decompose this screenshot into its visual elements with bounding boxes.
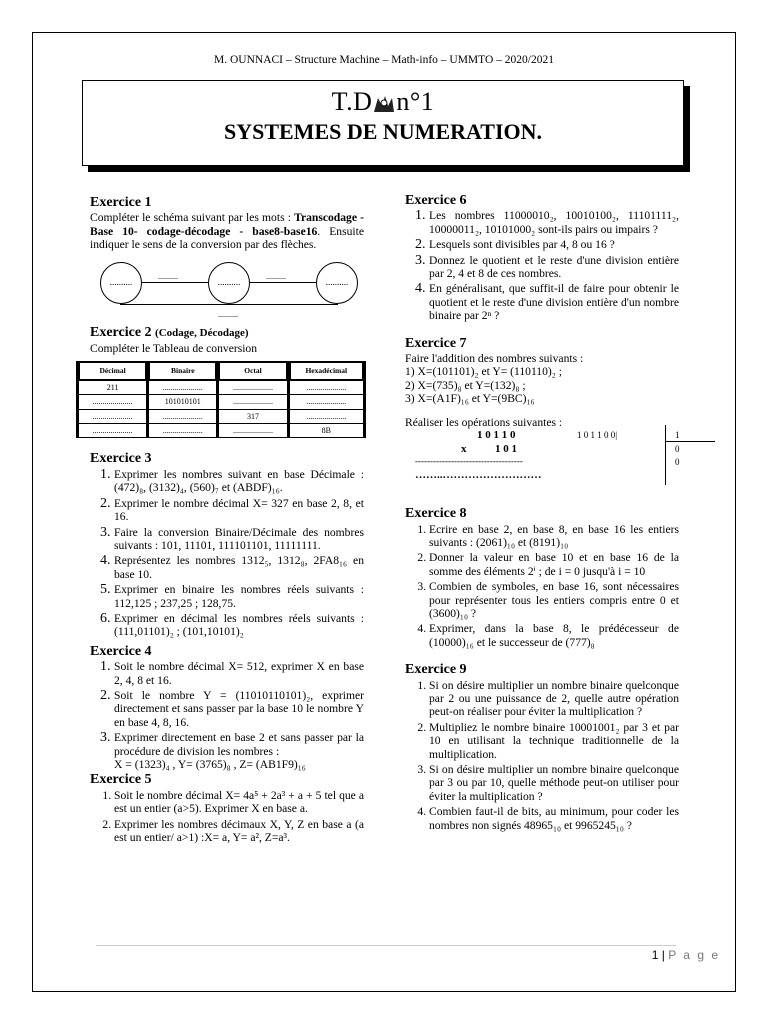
list-item: 3. Exprimer directement en base 2 et sans passer par la procédure de division les nombres : X = (1323)₄ , Y= (3765)₈ , Z= (AB1F9)₁₆ [114, 731, 364, 771]
ex4-list [90, 660, 364, 771]
div-horizontal-line [665, 441, 715, 442]
list-item: 4. Exprimer, dans la base 8, le prédécesseur de (10000)₁₆ et le successeur de (777)₈ [429, 622, 679, 649]
list-item: 2. Exprimer les nombres décimaux X, Y, Z en base a (a est un entier/ a>1) :X= a, Y= a², Z=a³. [114, 818, 364, 845]
header-octal: Octal [219, 362, 286, 379]
table-cell: .................... [219, 395, 286, 408]
table-cell: .................... [149, 410, 216, 423]
ex6-title: Exercice 6 [405, 193, 467, 208]
table-cell: .................... [219, 424, 286, 437]
operations-block [405, 429, 679, 493]
mult-operand-b: 1 0 1 [495, 443, 517, 456]
title-number: n°1 [396, 87, 435, 116]
list-item: 3. Si on désire multiplier un nombre binaire quelconque par 3 ou par 10, quelle méthode peut-on utiliser pour éviter la multiplication ? [429, 763, 679, 803]
list-item: 2. Soit le nombre Y = (11010110101)₂, exprimer directement et sans passer par la base 10 le nombre Y en base 4, 8, 16. [114, 689, 364, 729]
ex7-intro: Faire l'addition des nombres suivants : [405, 352, 584, 366]
ex2-text: Compléter le Tableau de conversion [90, 342, 258, 356]
ex3-list [90, 468, 364, 639]
header-decimal: Décimal [79, 362, 146, 379]
list-item: 4. Représentez les nombres 1312₅, 1312₈, 2FA8₁₆ en base 10. [114, 554, 364, 581]
ex1-text: Compléter le schéma suivant par les mots : Transcodage -Base 10- codage-décodage - base8-base16. Ensuite indiquer le sens de la conversion par des flèches. [90, 211, 364, 252]
div-divisor: 1 0 0 [675, 430, 680, 467]
page-label: P a g e [668, 948, 720, 962]
diagram-label-1: .......... [158, 271, 178, 281]
title-line1 [83, 87, 683, 117]
title-line2: SYSTEMES DE NUMERATION. [223, 119, 543, 144]
header-binary: Binaire [149, 362, 216, 379]
page-header: M. OUNNACI – Structure Machine – Math-info – UMMTO – 2020/2021 [214, 54, 554, 66]
page-number: 1 [651, 948, 659, 962]
footer-rule [96, 945, 676, 946]
list-item: 1. Ecrire en base 2, en base 8, en base 16 les entiers suivants : (2061)₁₀ et (8191)₁₀ [429, 523, 679, 550]
ex5-title: Exercice 5 [90, 772, 152, 788]
mult-rule: ------------------------------------ [415, 456, 523, 467]
ex4-title: Exercice 4 [90, 643, 152, 659]
diagram-circle-3: .......... [316, 262, 358, 304]
table-cell: .................... [149, 381, 216, 394]
list-item: 1. Les nombres 11000010₂, 10010100₂, 11101111₂, 10000011₂, 10101000₂ sont-ils pairs ou impairs ? [429, 209, 679, 236]
diagram-line-bottom [120, 304, 338, 305]
table-cell: .................... [219, 381, 286, 394]
list-item: 3. Combien de symboles, en base 16, sont nécessaires pour représenter tous les entiers compris entre 0 et (3600)₁₀ ? [429, 580, 679, 620]
div-dividend: 1 0 1 1 0 0| [577, 430, 618, 441]
list-item: 2. Donner la valeur en base 10 et en base 16 de la somme des éléments 2ⁱ ; de i = 0 jusqu'à i = 10 [429, 551, 679, 578]
conversion-diagram [90, 258, 364, 320]
list-item: 5. Exprimer en binaire les nombres réels suivants : 112,125 ; 237,25 ; 128,75. [114, 583, 364, 610]
ex5-list [90, 789, 364, 845]
table-cell: 8B [290, 424, 363, 437]
list-item: 2. Exprimer le nombre décimal X= 327 en base 2, 8, et 16. [114, 497, 364, 524]
ex9-list [405, 679, 679, 832]
right-column [405, 194, 679, 834]
table-cell: .................... [79, 410, 146, 423]
table-header [79, 362, 363, 379]
table-cell: 211 [79, 381, 146, 394]
ex7-title: Exercice 7 [405, 335, 467, 351]
list-item: 2. Multipliez le nombre binaire 10001001₂ par 3 et par 10 en utilisant la technique traditionnelle de la multiplication. [429, 721, 679, 761]
left-column [90, 196, 364, 846]
ex8-list [405, 523, 679, 650]
list-item: 1. Exprimer les nombres suivant en base Décimale :(472)₈, (3132)₄, (560)₇ et (ABDF)₁₆. [114, 468, 364, 495]
table-row [79, 395, 363, 408]
div-vertical-line [665, 425, 666, 485]
logo-icon [372, 92, 396, 116]
page-footer: 1 | P a g e [651, 948, 720, 962]
mult-result: ……..……………………… [415, 469, 542, 482]
table-cell: .................... [290, 410, 363, 423]
list-item: 1. Soit le nombre décimal X= 4a⁵ + 2a³ + a + 5 tel que a est un entier (a>5). Exprimer X en base a. [114, 789, 364, 816]
list-item: 1. Si on désire multiplier un nombre binaire quelconque par 2 ou une puissance de 2, quelle autre opération peut-on réaliser pour éviter la multiplication ? [429, 679, 679, 719]
diagram-label-3: .......... [218, 309, 238, 319]
diagram-label-2: .......... [266, 271, 286, 281]
list-item: 3. Donnez le quotient et le reste d'une division entière par 2, 4 et 8 de ces nombres. [429, 254, 679, 281]
list-item: 4. En généralisant, que suffit-il de faire pour obtenir le quotient et le reste d'une division entière d'un nombre binaire par 2ⁿ ? [429, 282, 679, 322]
list-item: 4. Combien faut-il de bits, au minimum, pour coder les nombres non signés 48965₁₀ et 9965245₁₀ ? [429, 805, 679, 832]
table-cell: 101010101 [149, 395, 216, 408]
ex2-title: Exercice 2 (Codage, Décodage) [90, 324, 249, 340]
title-td: T.D [331, 87, 373, 116]
table-cell: .................... [79, 395, 146, 408]
table-cell: .................... [149, 424, 216, 437]
ex7-line: 1) X=(101101)₂ et Y= (110110)₂ ; [405, 365, 562, 379]
diagram-circle-1: .......... [100, 262, 142, 304]
ex6-list [405, 209, 679, 322]
table-cell: .................... [290, 395, 363, 408]
table-row [79, 381, 363, 394]
title-box [82, 80, 684, 166]
ex7-ops-intro: Réaliser les opérations suivantes : [405, 415, 563, 429]
list-item: 6. Exprimer en décimal les nombres réels suivants : (111,01101)₂ ; (101,10101)₂ [114, 612, 364, 639]
ex9-title: Exercice 9 [405, 662, 467, 678]
ex7-line: 3) X=(A1F)₁₆ et Y=(9BC)₁₆ [405, 392, 535, 406]
table-cell: .................... [79, 424, 146, 437]
list-item: 2. Lesquels sont divisibles par 4, 8 ou 16 ? [429, 238, 679, 251]
list-item: 3. Faire la conversion Binaire/Décimale des nombres suivants : 101, 11101, 111101101, 11111111. [114, 526, 364, 553]
ex8-title: Exercice 8 [405, 506, 467, 522]
ex7-line: 2) X=(735)₈ et Y=(132)₈ ; [405, 378, 526, 392]
mult-operand-a: 1 0 1 1 0 [477, 429, 516, 442]
ex3-title: Exercice 3 [90, 451, 152, 467]
table-cell: .................... [290, 381, 363, 394]
table-cell: 317 [219, 410, 286, 423]
table-row [79, 424, 363, 437]
mult-sign: x [461, 443, 467, 456]
table-row [79, 410, 363, 423]
diagram-circle-2: .......... [208, 262, 250, 304]
list-item: 1. Soit le nombre décimal X= 512, exprimer X en base 2, 4, 8 et 16. [114, 660, 364, 687]
conversion-table [76, 361, 366, 438]
ex1-title: Exercice 1 [90, 195, 152, 210]
header-hex: Hexadécimal [290, 362, 363, 379]
